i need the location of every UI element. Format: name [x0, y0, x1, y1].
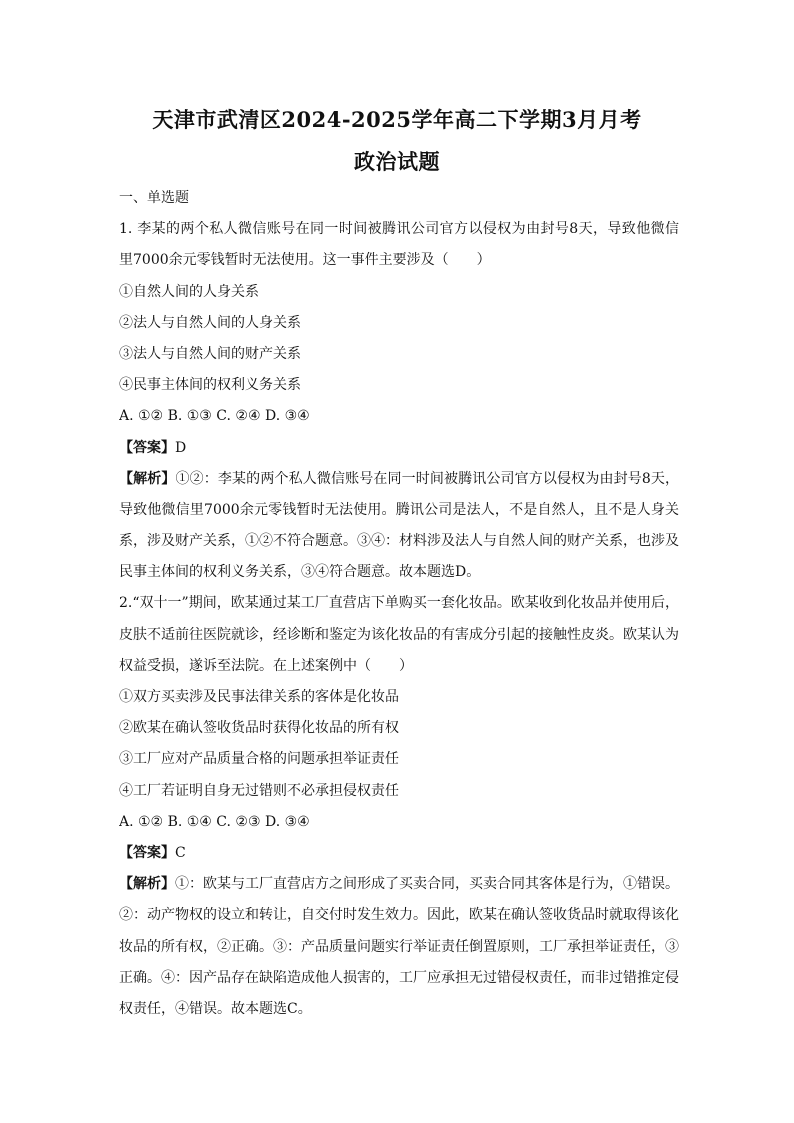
analysis-text: ①：欧某与工厂直营店方之间形成了买卖合同，买卖合同其客体是行为，①错误。: [175, 876, 679, 893]
q2-answer: [119, 838, 679, 869]
q1-stem-line: 里7000余元零钱暂时无法使用。这一事件主要涉及（ ）: [119, 252, 491, 269]
q2-choice-item: ③工厂应对产品质量合格的问题承担举证责任: [119, 751, 399, 768]
q1-analysis-line: 民事主体间的权利义务关系，③④符合题意。故本题选D。: [119, 564, 481, 581]
q2-stem-line: 权益受损，遂诉至法院。在上述案例中（ ）: [119, 657, 413, 674]
q2-analysis-line: 妆品的所有权，②正确。③：产品质量问题实行举证责任倒置原则，工厂承担举证责任，③: [119, 938, 679, 955]
q2-choice-item: ②欧某在确认签收货品时获得化妆品的所有权: [119, 720, 399, 737]
q1-analysis-line: [119, 464, 679, 495]
answer-label: 【答案】: [119, 844, 175, 861]
q2-analysis-line: [119, 869, 679, 900]
document-body: [119, 183, 679, 1025]
q2-options: A. ①② B. ①④ C. ②③ D. ③④: [119, 813, 310, 830]
q1-options: A. ①② B. ①③ C. ②④ D. ③④: [119, 408, 310, 425]
analysis-label: 【解析】: [119, 876, 175, 893]
analysis-label: 【解析】: [119, 470, 176, 487]
q2-choice-item: ①双方买卖涉及民事法律关系的客体是化妆品: [119, 689, 399, 705]
q2-choice-item: ④工厂若证明自身无过错则不必承担侵权责任: [119, 782, 399, 799]
answer-value: C: [175, 844, 186, 861]
page-subtitle: 政治试题: [354, 149, 440, 174]
q1-analysis-line: 系，涉及财产关系，①②不符合题意。③④：材料涉及法人与自然人间的财产关系，也涉及: [119, 533, 679, 550]
q1-analysis-line: 导致他微信里7000余元零钱暂时无法使用。腾讯公司是法人，不是自然人，且不是人身关: [119, 501, 679, 518]
q1-stem-line: 1. 李某的两个私人微信账号在同一时间被腾讯公司官方以侵权为由封号8天，导致他微信: [119, 221, 679, 238]
q2-analysis-line: ②：动产物权的设立和转让，自交付时发生效力。因此，欧某在确认签收货品时就取得该化: [119, 907, 679, 924]
q2-analysis-line: 正确。④：因产品存在缺陷造成他人损害的，工厂应承担无过错侵权责任，而非过错推定侵: [119, 969, 679, 986]
q1-choice-item: ④民事主体间的权利义务关系: [119, 377, 301, 394]
q2-stem-line: 皮肤不适前往医院就诊，经诊断和鉴定为该化妆品的有害成分引起的接触性皮炎。欧某认为: [119, 626, 679, 643]
answer-label: 【答案】: [119, 439, 175, 456]
q2-stem-line: 2.“双十一”期间，欧某通过某工厂直营店下单购买一套化妆品。欧某收到化妆品并使用后，: [119, 595, 679, 612]
page-title: 天津市武清区2024-2025学年高二下学期3月月考: [152, 107, 642, 132]
q2-analysis-line: 权责任，④错误。故本题选C。: [119, 1000, 312, 1017]
q1-choice-item: ③法人与自然人间的财产关系: [119, 345, 301, 362]
q1-answer: [119, 433, 679, 464]
section-heading: 一、单选题: [119, 190, 189, 206]
q1-choice-item: ①自然人间的人身关系: [119, 283, 259, 300]
analysis-text: ①②：李某的两个私人微信账号在同一时间被腾讯公司官方以侵权为由封号8天，: [175, 470, 679, 487]
answer-value: D: [175, 439, 187, 456]
q1-choice-item: ②法人与自然人间的人身关系: [119, 314, 301, 331]
